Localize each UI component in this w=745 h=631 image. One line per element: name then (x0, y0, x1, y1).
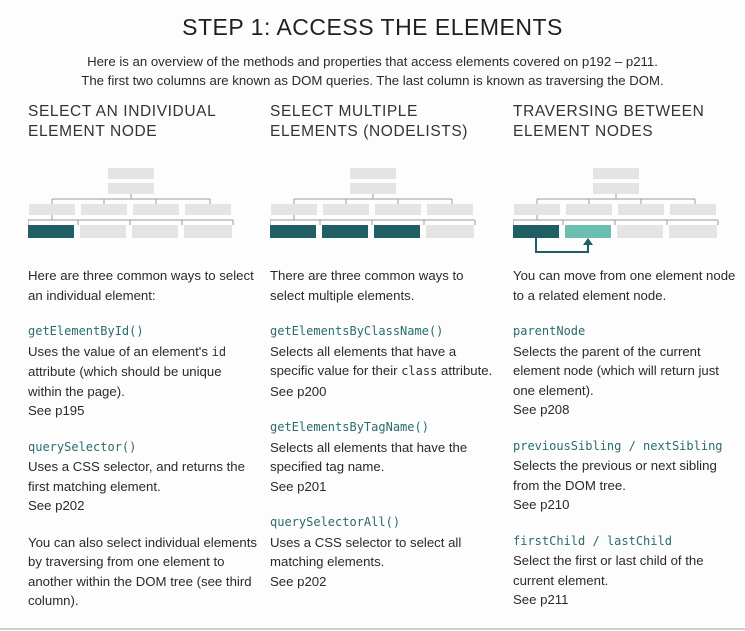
page-reference: See p201 (270, 478, 327, 494)
selected-node (374, 225, 420, 238)
tree-node (108, 183, 154, 194)
intro-line-1: Here is an overview of the methods and properties that access elements covered on p192 – p211. (87, 54, 658, 69)
column-multiple (270, 266, 500, 591)
tree-node (669, 225, 717, 238)
page-reference: See p211 (513, 592, 569, 607)
dom-tree-diagram-individual (28, 168, 253, 268)
tree-node (593, 183, 639, 194)
method-description: Uses a CSS selector, and returns the first matching element. (28, 459, 245, 494)
column-heading-traversing (513, 102, 738, 142)
entry-getElementsByTagName (270, 418, 500, 496)
property-description: Selects the previous or next sibling from the DOM tree. (513, 458, 717, 493)
method-description (28, 342, 258, 402)
page-reference: See p200 (270, 383, 327, 399)
selected-node (322, 225, 368, 238)
column-individual (28, 266, 258, 611)
tree-node (323, 204, 369, 215)
entry-querySelectorAll (270, 513, 500, 591)
dom-tree-diagram-multiple (270, 168, 495, 268)
sibling-node (565, 225, 611, 238)
property-name: parentNode (513, 324, 586, 338)
traverse-arrow-icon (536, 238, 588, 252)
dom-tree-diagram-traversing (513, 168, 738, 268)
method-name: getElementsByTagName() (270, 420, 429, 434)
desc-text: attribute. (437, 363, 493, 378)
tree-connector (28, 215, 233, 225)
column-intro: Here are three common ways to select an individual element: (28, 268, 254, 303)
page-reference: See p210 (513, 497, 570, 512)
column-heading-multiple (270, 102, 495, 142)
property-description: Select the first or last child of the current element. (513, 553, 704, 588)
desc-text: attribute (which should be unique within the page). (28, 364, 222, 399)
tree-node (29, 204, 75, 215)
method-description (270, 342, 500, 382)
tree-node (427, 204, 473, 215)
method-name: getElementById() (28, 324, 144, 338)
selected-node (270, 225, 316, 238)
page-reference: See p202 (28, 498, 85, 513)
heading-line-2: ELEMENTS (NODELISTS) (270, 123, 469, 140)
tree-node (184, 225, 232, 238)
bottom-divider (0, 628, 745, 630)
inline-code: id (211, 344, 227, 359)
entry-querySelector (28, 438, 258, 516)
heading-line-2: ELEMENT NODES (513, 123, 654, 140)
tree-node (375, 204, 421, 215)
tree-node (617, 225, 663, 238)
page-reference: See p208 (513, 402, 570, 417)
tree-node (132, 225, 178, 238)
property-description: Selects the parent of the current element node (which will return just one element). (513, 343, 719, 398)
column-heading-individual (28, 102, 253, 142)
selected-node (28, 225, 74, 238)
heading-line-1: TRAVERSING BETWEEN (513, 103, 705, 120)
tree-connector (270, 215, 475, 225)
desc-text: Uses the value of an element's (28, 343, 212, 359)
entry-getElementById (28, 322, 258, 421)
tree-connector (52, 194, 210, 204)
tree-connector (537, 194, 695, 204)
tree-node (566, 204, 612, 215)
tree-node (108, 168, 154, 179)
method-name: querySelector() (28, 439, 137, 454)
tree-connector (513, 215, 718, 225)
tree-node (185, 204, 231, 215)
entry-children (513, 532, 743, 610)
tree-node (350, 183, 396, 194)
tree-node (80, 225, 126, 238)
tree-node (670, 204, 716, 215)
desc-text: Selects all elements that have a specific value for their (270, 343, 457, 378)
tree-node (426, 225, 474, 238)
intro-text (0, 52, 745, 90)
tree-node (593, 168, 639, 179)
intro-line-2: The first two columns are known as DOM queries. The last column is known as traversing the DOM. (81, 73, 664, 88)
page-title: STEP 1: ACCESS THE ELEMENTS (182, 14, 563, 40)
method-name: querySelectorAll() (270, 515, 401, 529)
entry-getElementsByClassName (270, 322, 500, 401)
entry-siblings (513, 437, 743, 515)
column-intro: You can move from one element node to a related element node. (513, 268, 736, 303)
page-reference: See p195 (28, 403, 85, 418)
method-description: Uses a CSS selector to select all matching elements. (270, 534, 462, 569)
method-description: Selects all elements that have the specified tag name. (270, 439, 468, 474)
page-reference: See p202 (270, 573, 327, 589)
tree-node (271, 204, 317, 215)
current-node (513, 225, 559, 238)
property-name: firstChild / lastChild (513, 533, 672, 548)
column-traversing (513, 266, 743, 610)
inline-code: class (401, 364, 438, 378)
tree-node (618, 204, 664, 215)
entry-parentNode (513, 322, 743, 420)
traversal-note: You can also select individual elements by traversing from one element to another within the DOM tree (see third column). (28, 534, 257, 608)
property-name: previousSibling / nextSibling (513, 438, 723, 453)
arrow-head-icon (583, 238, 593, 245)
tree-node (81, 204, 127, 215)
tree-node (350, 168, 396, 179)
tree-node (514, 204, 560, 215)
tree-node (133, 204, 179, 215)
heading-line-1: SELECT MULTIPLE (270, 103, 418, 120)
method-name: getElementsByClassName() (270, 324, 444, 338)
tree-connector (294, 194, 452, 204)
heading-line-1: SELECT AN INDIVIDUAL (28, 103, 217, 120)
heading-line-2: ELEMENT NODE (28, 123, 158, 140)
column-intro: There are three common ways to select multiple elements. (270, 268, 464, 303)
